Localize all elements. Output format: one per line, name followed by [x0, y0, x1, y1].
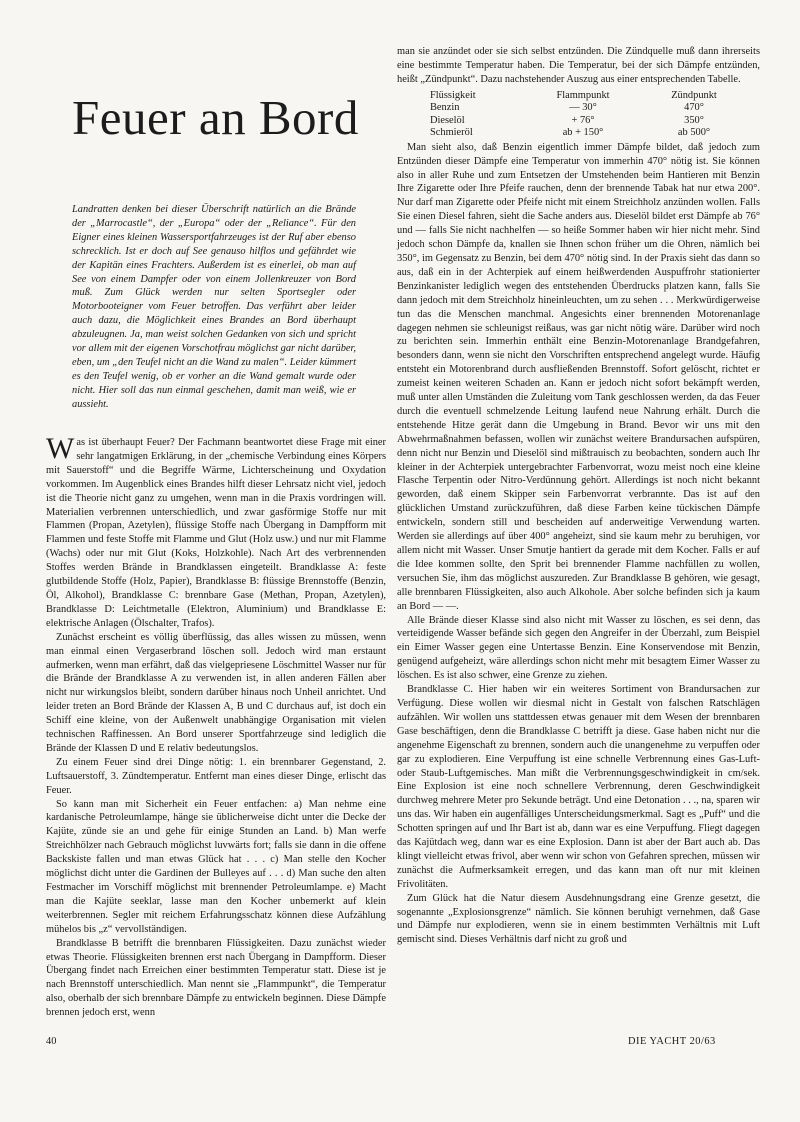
table-cell: Benzin — [430, 102, 460, 114]
table-cell: Dieselöl — [430, 114, 465, 126]
paragraph: Was ist überhaupt Feuer? Der Fachmann beantwortet diese Frage mit einer sehr langatmigen Erklärung, in der „chemische Verbindung eines Körpers mit Sauerstoff“ und die Begriffe Wärme, Lichterscheinung und Oxydation vorkommen. Im Augenblick eines Brandes hilft dieser Lehrsatz nicht viel, jedoch ist die Theorie nicht ganz zu umgehen, wenn man in die Praxis vordringen will. Materialien verbrennen unterschiedlich, und zwar gasförmige Stoffe nur mit Flammen (Propan, Azetylen), flüssige Stoffe nach Übergang in Dampfform mit Flammen und feste Stoffe mit Flamme und Glut (Holz usw.) und nur mit Flamme (Wachs) oder nur mit Glut (Koks, Holzkohle). Nach Art des verbrennenden Stoffes werden Brände in Brandklassen eingeteilt. Brandklasse A: feste glutbildende Stoffe (Holz, Papier), Brandklasse B: flüssige Brennstoffe (Benzin, Öl, Alkohol), Brandklasse C: brennbare Gase (Methan, Propan, Azetylen), Brandklasse D: Leichtmetalle (Elektron, Aluminium) und Brandklasse E: elektrische Anlagen (Ölschalter, Trafos). — [46, 432, 386, 629]
paragraph: man sie anzündet oder sie sich selbst entzünden. Die Zündquelle muß dann ihrerseits eine bestimmte Temperatur haben. Die Temperatur, bei der sich Dämpfe entzünden, heißt „Zündpunkt“. Dazu nachstehender Auszug aus einer entsprechenden Tabelle. — [397, 46, 760, 85]
table-row — [430, 127, 744, 140]
paragraph: Alle Brände dieser Klasse sind also nicht mit Wasser zu löschen, es sei denn, das verteidigende Wasser befände sich gegen den Angreifer in der Überzahl, zum Beispiel ein Eimer Wasser gegen eine Untertasse Benzin. Eine Konservendose mit Benzin, genügend aufgeheizt, wäre allerdings schon nicht mehr mit besagtem Eimer Wasser zu löschen. Es ist also schwer, eine Grenze zu ziehen. — [397, 614, 760, 682]
paragraph: Man sieht also, daß Benzin eigentlich immer Dämpfe bildet, daß jedoch zum Entzünden dieser Dämpfe eine Temperatur von immerhin 470° nötig ist. Sie können also in aller Ruhe und zum Entsetzen der Umstehenden beim Hantieren mit Benzin Ihre Zigarette oder Ihre Pfeife rauchen, denn der brennende Tabak hat nur etwa 200°. Nur darf man Zigarette oder Pfeife nicht mit einem Streichholz anzünden wollen. Falls Sie einen Diesel fahren, sieht die Sache anders aus. Dieselöl bildet erst Dämpfe ab 76° und — falls Sie nicht nachhelfen — so heiße Sommer haben wir hier nicht mehr. Sind jedoch schon Dämpfe da, knallen sie Ihnen schon früher um die Ohren, nämlich bei 350°, im Gegensatz zu Benzin, bei dem 470° nötig sind. In der Praxis sieht das dann so aus, daß ein in der Achterpiek auf einem heißwerdenden Auspuffrohr stationierter Benzinkanister lediglich wegen des entstehenden Überdrucks platzen kann, falls Sie dann jedoch mit dem Streichholz hineinleuchten, um zu sehen . . . Merkwürdigerweise tun das die Menschen manchmal. Angesichts einer brennenden Motorenanlage dagegen nehmen sie schleunigst reißaus, was gar nicht nötig wäre. Darüber wird noch zu berichten sein. Immerhin enthält eine Benzin-Motorenanlage Brandgefahren, besonders dann, wenn sie nicht den Vorschriften entsprechend angelegt wurde. Häufig entsteht ein Motorenbrand durch ausfließenden Brennstoff. Sofort gelöscht, richtet er zumeist keinen weiteren Schaden an. Kann er jedoch nicht sofort bekämpft werden, muß unter allen Umständen die Zuleitung vom Tank geschlossen werden, da das Feuer durch die eventuell schmelzende Leitung laufend neue Nahrung erhält. Durch die entstehende Hitze gerät dann die Umgebung in Brand. Bevor wir uns mit den Abwehrmaßnahmen befassen, wollen wir zunächst weitere Brandursachen aufspüren, denn nicht nur Benzin und Dieselöl sind mißtrauisch zu beobachten, sondern auch Ihr kleiner in der Achterpiek untergebrachter Farbenvorrat, wozu meist noch eine kleine Flasche Terpentin oder Nitro-Verdünnung gehört. Allerdings ist noch nicht bekannt geworden, daß einem Skipper sein Farbenvorrat verbrannte. Das ist auf den glücklichen Umstand zurückzuführen, daß diese Farben keine tückischen Dämpfe entwickeln, sondern still und bescheiden auf anderweitige Verwendung warten. Werden sie allerdings auf über 400° angeheizt, sind sie kaum mehr zu beruhigen, vor allem nicht mit Wasser. Unser Smutje hantiert da gerade mit dem Kocher. Falls er auf die Idee kommen sollte, den Sprit bei brennender Flamme nachfüllen zu wollen, versuchen Sie, ihm das möglichst auszureden. Zur Brandklasse B gehören, wie gesagt, alle brennbaren Flüssigkeiten, also auch Alkohole. Aber solche befinden sich ja kaum an Bord — —. — [397, 141, 760, 612]
left-column — [46, 432, 386, 1020]
drop-cap: W — [46, 432, 75, 465]
paragraph: So kann man mit Sicherheit ein Feuer entfachen: a) Man nehme eine kardanische Petroleumlampe, hänge sie üblicherweise dicht unter die Decke der Kajüte, zünde sie an und gehe für einige Stunden an Land. b) Man werfe Streichhölzer nach Gebrauch möglichst luvwärts fort; falls sie dann in die offene Backskiste fallen und man etwas Glück hat . . . c) Man stelle den Kocher möglichst dicht unter die Gardinen der Bulleyes auf . . . d) Man suche den alten Festmacher im Vorschiff möglichst mit brennender Petroleumlampe. e) Macht man die Kajüte seeklar, lasse man den Kocher unbemerkt auf klein weiterbrennen. Segler mit reichem Erfahrungsschatz können diese Aufzählung mühelos bis „z“ vervollständigen. — [46, 798, 386, 935]
page-number: 40 — [46, 1036, 57, 1047]
table-cell: + 76° — [571, 114, 595, 126]
magazine-issue: DIE YACHT 20/63 — [628, 1036, 716, 1047]
article-title: Feuer an Bord — [72, 90, 359, 145]
table-header: Flammpunkt — [556, 89, 610, 101]
paragraph: Zu einem Feuer sind drei Dinge nötig: 1. ein brennbarer Gegenstand, 2. Luftsauerstoff, 3. Zündtemperatur. Entfernt man eines dieser Dinge, erlischt das Feuer. — [46, 756, 386, 796]
table-header: Zündpunkt — [671, 89, 717, 101]
article-intro: Landratten denken bei dieser Überschrift natürlich an die Brände der „Marrocastle“, der „Europa“ oder der „Reliance“. Für den Eigner eines kleinen Wassersportfahrzeuges ist der Ruf aber ebenso schrecklich. Ist er doch auf See genauso hilflos und gefährdet wie der Kapitän eines Frachters. Außerdem ist es einerlei, ob man auf See von einem Dampfer oder von einem Jollenkreuzer von Bord muß. Zum Glück werden nur selten Sportsegler oder Motorbooteigner vom Feuer betroffen. Das verführt aber leider auch dazu, die Möglichkeit eines Brandes an Bord überhaupt abzuleugnen. Ja, man weist solchen Gedanken von sich und spricht vor allem mit der eigenen Vorschotfrau möglichst gar nicht darüber, eben, um „den Teufel nicht an die Wand zu malen“. Leider kümmert es den Teufel wenig, ob er vorher an die Wand gemalt wurde oder nicht. Hier soll das nun einmal geschehen, damit man weiß, wie er aussieht. — [72, 204, 356, 410]
table-cell: 470° — [684, 102, 704, 114]
temperature-table — [430, 90, 744, 140]
table-header-row — [430, 90, 744, 103]
paragraph: Brandklasse C. Hier haben wir ein weiteres Sortiment von Brandursachen zur Verfügung. Diese wollen wir diesmal nicht in Gestalt von falschen Ratschlägen aufzählen. Wir wollen uns stattdessen etwas genauer mit dem Wesen der brennbaren Gase beschäftigen, denn die Brandklasse C betrifft ja diese. Gase haben nicht nur die angenehme Eigenschaft zu brennen, sondern auch die unangenehme zu verpuffen oder gar zu explodieren. Eine Verpuffung ist eine schnelle Verbrennung eines Gas-Luft- oder Staub-Luftgemisches. Man mißt die Verbrennungsgeschwindigkeit in cm/sek. Eine Explosion ist eine noch schnellere Verbrennung, deren Geschwindigkeit durchweg mehrere Meter pro Sekunde beträgt. Und eine Detonation . . ., na, sparen wir uns das. Wir haben ein augenfälliges Unterscheidungsmerkmal. Sagt es „Puff“ und die Schotten springen auf und Ihr Bart ist ab, dann war es eine Verpuffung. Fliegt dagegen das Kajütdach weg, dann war es eine Explosion. Dann ist aber der Bart auch ab. Das klingt vielleicht etwas frivol, aber wenn wir schon von Gefahren sprechen, müssen wir zunächst die Aufmerksamkeit erregen, und das kann man oft nur mit kleinen Frivolitäten. — [397, 684, 760, 890]
table-header: Flüssigkeit — [430, 89, 476, 101]
right-column — [397, 45, 760, 947]
paragraph: Zunächst erscheint es völlig überflüssig, das alles wissen zu müssen, wenn man einmal einen Vergaserbrand löschen soll. Jedoch wird man erstaunt aufmerken, wenn man erfährt, daß das vielgepriesene Löschmittel Wasser nur für die Brände der Brandklasse A zu verwenden ist, in allen anderen Fällen aber nicht nur wirkungslos bleibt, sondern darüber hinaus noch Unheil anrichtet. Und leider treten an Bord Brände der Klassen A, B und C durchaus auf, ist doch ein Schiff eine kleine, von der Außenwelt unabhängige Organisation mit vielen technischen Raffinessen. An Bord unserer Sportfahrzeuge sind lediglich die Brände der Klassen D und E relativ bedeutungslos. — [46, 631, 386, 754]
table-cell: 350° — [684, 114, 704, 126]
table-cell: ab 500° — [677, 127, 711, 139]
table-cell: Schmieröl — [430, 127, 473, 139]
table-row — [430, 102, 744, 115]
table-cell: — 30° — [569, 102, 597, 114]
table-row — [430, 115, 744, 128]
table-cell: ab + 150° — [562, 127, 604, 139]
paragraph: Brandklasse B betrifft die brennbaren Flüssigkeiten. Dazu zunächst wieder etwas Theorie. Flüssigkeiten brennen erst nach Übergang in Dampfform. Dieser Übergang findet nach Erreichen einer bestimmten Temperatur statt. Diese ist je nach Brennstoff unterschiedlich. Man nennt sie „Flammpunkt“, die Temperatur also, oberhalb der sich brennbare Dämpfe zu entwickeln beginnen. Diese Dämpfe brennen jedoch erst, wenn — [46, 937, 386, 1019]
paragraph: Zum Glück hat die Natur diesem Ausdehnungsdrang eine Grenze gesetzt, die sogenannte „Explosionsgrenze“ nämlich. Sie können beruhigt vernehmen, daß Gase und Dämpfe nur explodieren, wenn sie in einem bestimmten Verhältnis mit Luft gemischt sind. Dieses Verhältnis darf nicht zu groß und — [397, 892, 760, 946]
